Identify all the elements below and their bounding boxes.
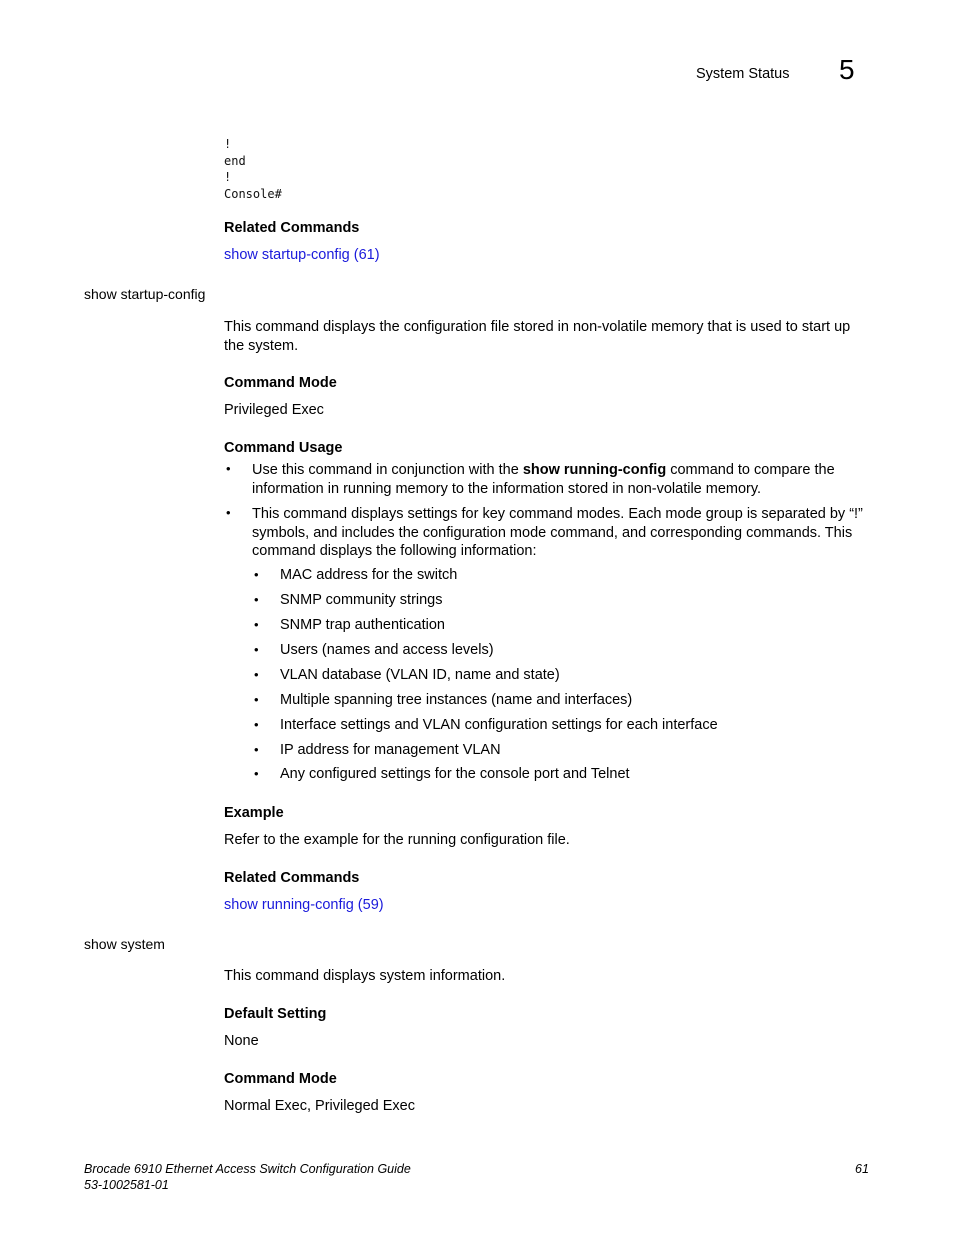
section-title: System Status: [696, 66, 790, 82]
info-item: SNMP community strings: [280, 592, 443, 608]
bullet-icon: •: [254, 717, 259, 732]
related-command-link[interactable]: show running-config (59): [224, 897, 384, 913]
info-item: Users (names and access levels): [280, 642, 494, 658]
code-block: [224, 136, 282, 202]
info-item: Any configured settings for the console port and Telnet: [280, 766, 630, 782]
bullet-icon: •: [254, 617, 259, 632]
code-line: !: [224, 170, 232, 184]
command-title-system: show system: [84, 936, 165, 952]
bullet-icon: •: [254, 567, 259, 582]
bullet-icon: •: [254, 742, 259, 757]
example-heading: Example: [224, 805, 284, 821]
bullet-icon: •: [254, 667, 259, 682]
command-mode-value: Normal Exec, Privileged Exec: [224, 1098, 415, 1114]
info-item: SNMP trap authentication: [280, 617, 445, 633]
command-mode-value: Privileged Exec: [224, 402, 324, 418]
inline-command: show running-config: [522, 462, 667, 478]
code-line: Console#: [224, 186, 282, 201]
related-command-link[interactable]: show startup-config (61): [224, 247, 380, 263]
usage-item-1: Use this command in conjunction with the show running-config command to compare the information in running memory to the information stored in non-volatile memory.: [252, 462, 835, 497]
default-setting-heading: Default Setting: [224, 1006, 327, 1022]
bullet-icon: •: [254, 592, 259, 607]
chapter-number: 5: [839, 54, 855, 85]
footer-guide-title: Brocade 6910 Ethernet Access Switch Configuration Guide: [84, 1162, 411, 1176]
default-setting-value: None: [224, 1033, 259, 1049]
bullet-icon: •: [226, 505, 231, 520]
bullet-icon: •: [226, 461, 231, 476]
related-commands-heading: Related Commands: [224, 220, 360, 236]
footer-doc-number: 53-1002581-01: [84, 1178, 169, 1192]
info-item: IP address for management VLAN: [280, 742, 501, 758]
info-item: MAC address for the switch: [280, 567, 458, 583]
command-mode-heading: Command Mode: [224, 1071, 337, 1087]
command-mode-heading: Command Mode: [224, 375, 337, 391]
related-commands-heading: Related Commands: [224, 870, 360, 886]
system-description: This command displays system information.: [224, 968, 506, 984]
example-text: Refer to the example for the running configuration file.: [224, 832, 570, 848]
info-item: Multiple spanning tree instances (name and interfaces): [280, 692, 633, 708]
bullet-icon: •: [254, 642, 259, 657]
info-item: Interface settings and VLAN configuration settings for each interface: [280, 717, 718, 733]
command-title-startup-config: show startup-config: [84, 286, 206, 302]
code-line: !: [224, 137, 232, 151]
code-line: end: [224, 153, 246, 168]
footer-page-number: 61: [855, 1162, 869, 1176]
command-usage-heading: Command Usage: [224, 440, 343, 456]
usage-item-2: This command displays settings for key command modes. Each mode group is separated by “!” symbols, and includes the configuration mode command, and corresponding commands. This command displays the following information:: [252, 506, 863, 559]
startup-description: This command displays the configuration file stored in non-volatile memory that is used to start up the system.: [224, 319, 851, 354]
bullet-icon: •: [254, 692, 259, 707]
bullet-icon: •: [254, 766, 259, 781]
info-item: VLAN database (VLAN ID, name and state): [280, 667, 560, 683]
